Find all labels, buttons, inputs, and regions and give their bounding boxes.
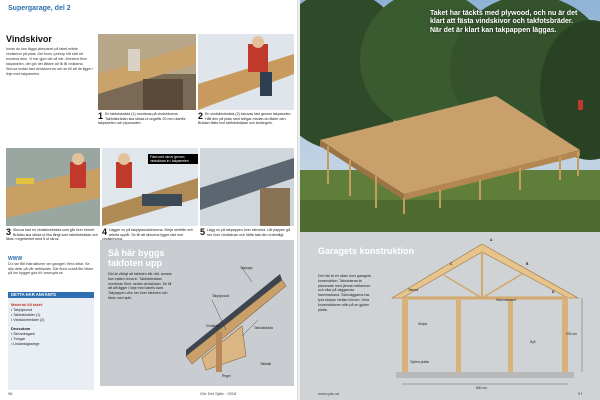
materials-title: Material till taket xyxy=(11,302,43,307)
photo-step-5-image xyxy=(200,148,294,226)
web-info-box xyxy=(8,256,94,276)
series-title: Supergarage, del 2 xyxy=(8,5,71,12)
photo-step-3-image xyxy=(6,148,100,226)
photo-callout: Fäst med skruv genom vindskivan in i takpanelen xyxy=(148,154,198,164)
photo-step-3 xyxy=(6,148,100,226)
label-plywood: Takplywood xyxy=(212,294,230,298)
caption-step-1: 1 En takfotsbräda (1) monteras på vindskivorna. Takfotsbrädan ska sticka ut ungefär 20 mm utanför takpanelen och plywooden. xyxy=(98,111,186,126)
materials-header: DETTA HAR ANVÄNTS xyxy=(11,292,56,297)
label-d: D xyxy=(552,290,555,294)
intro-column xyxy=(6,34,94,77)
construction-title: Garagets konstruktion xyxy=(318,246,415,256)
photo-caption: Taket har täckts med plywood, och nu är det klart att fästa vindskivor och takfotsbräder. När det är klart kan takpappen läggas. xyxy=(430,10,578,34)
label-b: B xyxy=(526,262,529,266)
caption-step-2: 2 En vindskivebräda (2) skruvas fast genom takpanelen. Håll den på plats med tvingar medan du fäster den. Brädan fästs mot takfotsbrädan och ändregeln. xyxy=(198,111,292,126)
photo-step-2 xyxy=(198,34,294,110)
material-item: • Takplywood xyxy=(11,308,32,312)
page-number-right: 97 xyxy=(578,391,583,396)
label-width: 600 cm xyxy=(476,386,487,390)
label-takpapp: Takpapp xyxy=(240,266,253,270)
label-hammarband: Hammarband xyxy=(496,298,516,302)
footer-left: Gör Det Själv · 2018 xyxy=(200,391,237,396)
photo-step-5 xyxy=(200,148,294,226)
material-item: • Vindskivebräder (2) xyxy=(11,317,45,322)
label-takstol: Takstol xyxy=(408,288,419,292)
section-title: Vindskivor xyxy=(6,34,52,44)
label-takfotsbrada: Takfotsbräda xyxy=(254,326,273,330)
photo-step-1-image xyxy=(98,34,196,110)
tool-item: • Undantagsstege xyxy=(11,341,40,346)
web-text: Du har fått instruktioner om garaget i flera delar. Se alla delar på vår webbplats. Där finns också fler bilder på hur bygget gick till: www.gds.se xyxy=(8,262,94,276)
material-item: • Takfotsbräder (1) xyxy=(11,312,41,317)
construction-text: Det här är en skiss över garagets konstruktion. Takstolarna är placerade med jämna mellanrum och vilar på väggarnas hammarband. Sidoväggarna har fyra stolpar mellan hörnen. Hela konstruktionen står på en gjuten platta. xyxy=(318,274,371,312)
tools-title: Dessutom xyxy=(11,326,31,332)
takfot-title: Så här byggs takfoten upp xyxy=(108,248,165,268)
caption-step-3: 3 Skruva fast en vindskivebräda som går över hörnet. Brädan ska sticka ut lika långt som takfotsbrädan och fästs i regelverket med 5 st skruv. xyxy=(6,227,98,242)
photo-step-1 xyxy=(98,34,196,110)
intro-text: Innan du kan lägga ytterpanel på taket måste vindskivor på plats. Det finns i princip två sätt att montera dem. Vi har gjort det så här: Montera först takpanelen, det gör det lättare att få till vinklarna. Skruva sedan fast vindskivorna och se till att de ligger i linje med takpanelen. xyxy=(6,47,94,76)
label-regel: Regel xyxy=(222,374,231,378)
label-vindskiva: Vindskiva xyxy=(206,324,221,328)
web-title: WWW xyxy=(8,256,23,262)
photo-step-2-image xyxy=(198,34,294,110)
label-takbalk: Takbalk xyxy=(260,362,272,366)
label-syll: Syll xyxy=(530,340,536,344)
left-page xyxy=(0,0,298,400)
takfot-diagram xyxy=(182,260,290,380)
label-a: A xyxy=(490,238,493,242)
label-stolpe: Stolpe xyxy=(418,322,428,326)
construction-panel xyxy=(300,232,600,400)
label-c: C xyxy=(450,262,453,266)
takfot-text: Det är viktigt att takfoten blir rätt, annars kan vatten rinna in. Takfotsbrädan monteras först, sedan vindskivan. Se till att allt ligger i linje med takets kant. Takpappen viks ner över takfoten och fästs med spik. xyxy=(108,272,172,300)
caption-step-4: 4 Lägger nu på takplywoodskivorna. Börja nerifrån och arbeta uppåt. Se till att skivorna ligger rakt mot xyxy=(102,227,193,237)
label-height: 230 cm xyxy=(566,332,577,336)
photo-step-4 xyxy=(102,148,198,226)
footer-right: www.gds.se xyxy=(318,391,340,396)
label-platta: Gjuten platta xyxy=(410,360,429,364)
caption-step-5: 5 Lägg nu på takpappen över skivorna. Låt pappen gå ner över vindskivan och häfta fast den ordentligt. xyxy=(200,227,291,237)
page-number-left: 98 xyxy=(8,391,13,396)
tool-item: • Skruvdragare xyxy=(11,332,35,337)
takfot-info-box xyxy=(100,240,294,386)
tool-item: • Tvingar xyxy=(11,337,26,342)
materials-box xyxy=(8,292,94,390)
construction-diagram xyxy=(382,236,592,390)
